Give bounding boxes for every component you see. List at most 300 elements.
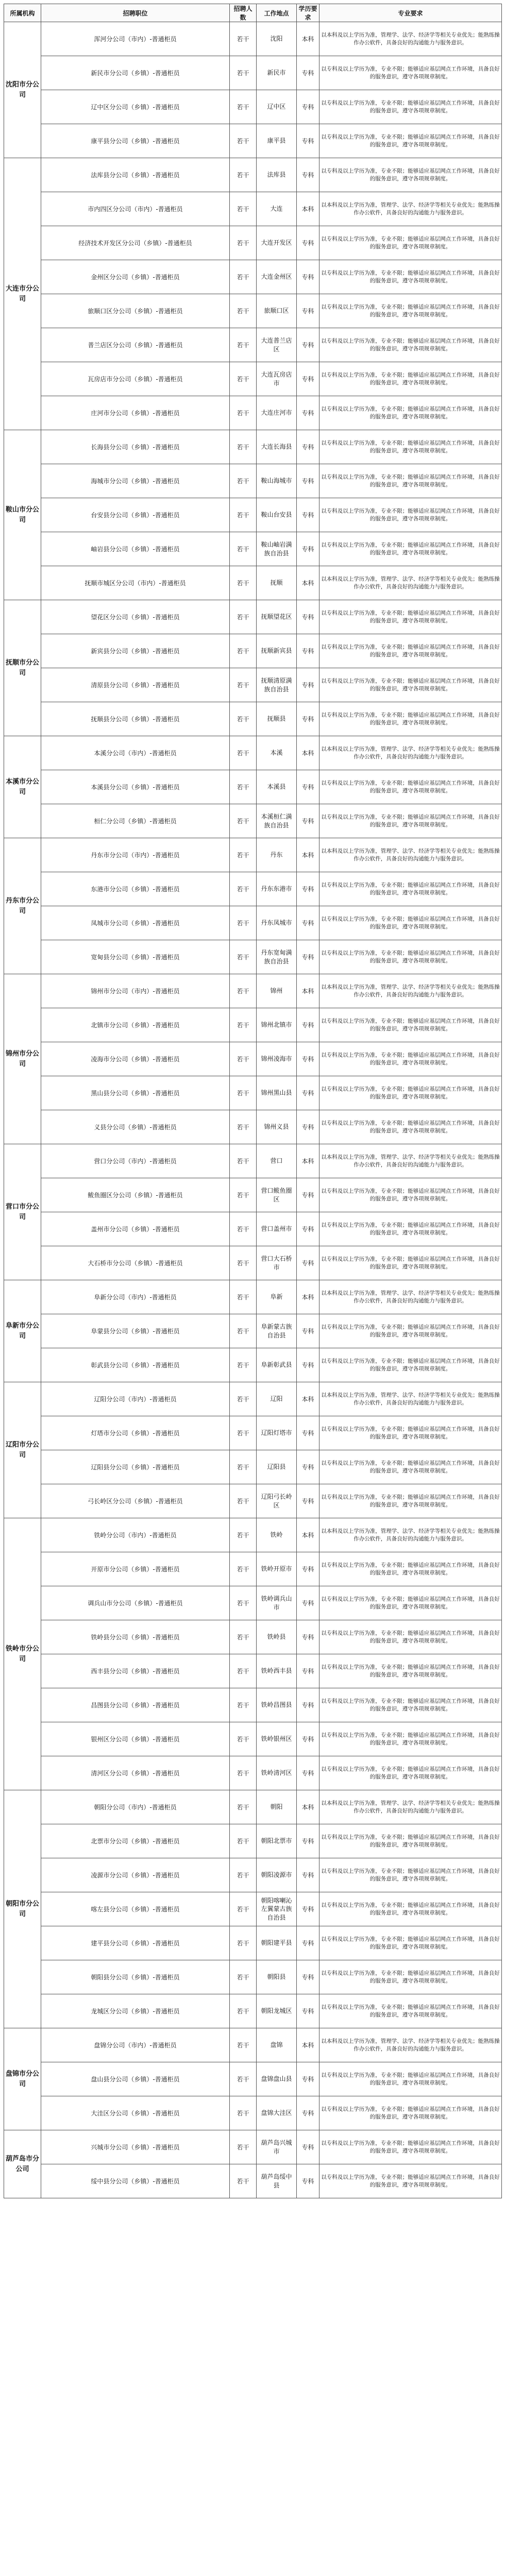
loc-cell: 沈阳 bbox=[257, 22, 297, 56]
dept-cell: 葫芦岛市分公司 bbox=[4, 2130, 41, 2198]
post-cell: 铁岭县分公司（乡镇）-普通柜员 bbox=[41, 1620, 230, 1654]
post-cell: 灯塔市分公司（乡镇）-普通柜员 bbox=[41, 1416, 230, 1450]
table-row bbox=[4, 1076, 502, 1110]
req-cell: 以专科及以上学历为准，专业不限；能够适应基层网点工作环境，具备良好的服务意识，遵守各项规章制度。 bbox=[319, 464, 502, 498]
edu-cell: 专科 bbox=[297, 1688, 319, 1722]
table-row bbox=[4, 1280, 502, 1314]
table-row bbox=[4, 1450, 502, 1484]
post-cell: 弓长岭区分公司（乡镇）-普通柜员 bbox=[41, 1484, 230, 1518]
edu-cell: 专科 bbox=[297, 1858, 319, 1892]
loc-cell: 葫芦岛兴城市 bbox=[257, 2130, 297, 2164]
loc-cell: 大连 bbox=[257, 192, 297, 226]
post-cell: 大石桥市分公司（乡镇）-普通柜员 bbox=[41, 1246, 230, 1280]
num-cell: 若干 bbox=[230, 1858, 257, 1892]
loc-cell: 抚顺县 bbox=[257, 702, 297, 736]
num-cell: 若干 bbox=[230, 1586, 257, 1620]
loc-cell: 丹东凤城市 bbox=[257, 906, 297, 940]
table-row bbox=[4, 1212, 502, 1246]
req-cell: 以专科及以上学历为准，专业不限；能够适应基层网点工作环境，具备良好的服务意识，遵守各项规章制度。 bbox=[319, 1552, 502, 1586]
post-cell: 清原县分公司（乡镇）-普通柜员 bbox=[41, 668, 230, 702]
edu-cell: 专科 bbox=[297, 1824, 319, 1858]
edu-cell: 专科 bbox=[297, 668, 319, 702]
loc-cell: 盘锦大洼区 bbox=[257, 2096, 297, 2130]
req-cell: 以本科及以上学历为准，管理学、法学、经济学等相关专业优先；能熟练操作办公软件，具备良好的沟通能力与服务意识。 bbox=[319, 1382, 502, 1416]
header-dept: 所属机构 bbox=[4, 4, 41, 22]
edu-cell: 本科 bbox=[297, 192, 319, 226]
table-row bbox=[4, 1688, 502, 1722]
post-cell: 昌图县分公司（乡镇）-普通柜员 bbox=[41, 1688, 230, 1722]
edu-cell: 专科 bbox=[297, 1620, 319, 1654]
req-cell: 以专科及以上学历为准，专业不限；能够适应基层网点工作环境，具备良好的服务意识，遵守各项规章制度。 bbox=[319, 2130, 502, 2164]
loc-cell: 铁岭清河区 bbox=[257, 1756, 297, 1790]
loc-cell: 锦州义县 bbox=[257, 1110, 297, 1144]
post-cell: 普兰店区分公司（乡镇）-普通柜员 bbox=[41, 328, 230, 362]
edu-cell: 专科 bbox=[297, 124, 319, 158]
post-cell: 阜新分公司（市内）-普通柜员 bbox=[41, 1280, 230, 1314]
req-cell: 以专科及以上学历为准，专业不限；能够适应基层网点工作环境，具备良好的服务意识，遵守各项规章制度。 bbox=[319, 124, 502, 158]
post-cell: 凌源市分公司（乡镇）-普通柜员 bbox=[41, 1858, 230, 1892]
edu-cell: 专科 bbox=[297, 1926, 319, 1960]
num-cell: 若干 bbox=[230, 56, 257, 90]
edu-cell: 专科 bbox=[297, 1654, 319, 1688]
post-cell: 龙城区分公司（乡镇）-普通柜员 bbox=[41, 1994, 230, 2028]
req-cell: 以专科及以上学历为准，专业不限；能够适应基层网点工作环境，具备良好的服务意识，遵守各项规章制度。 bbox=[319, 2164, 502, 2198]
edu-cell: 专科 bbox=[297, 906, 319, 940]
loc-cell: 朝阳凌源市 bbox=[257, 1858, 297, 1892]
post-cell: 阜蒙县分公司（乡镇）-普通柜员 bbox=[41, 1314, 230, 1348]
req-cell: 以专科及以上学历为准，专业不限；能够适应基层网点工作环境，具备良好的服务意识，遵守各项规章制度。 bbox=[319, 1824, 502, 1858]
edu-cell: 专科 bbox=[297, 396, 319, 430]
req-cell: 以专科及以上学历为准，专业不限；能够适应基层网点工作环境，具备良好的服务意识，遵守各项规章制度。 bbox=[319, 1212, 502, 1246]
loc-cell: 阜新 bbox=[257, 1280, 297, 1314]
loc-cell: 康平县 bbox=[257, 124, 297, 158]
num-cell: 若干 bbox=[230, 498, 257, 532]
post-cell: 盖州市分公司（乡镇）-普通柜员 bbox=[41, 1212, 230, 1246]
loc-cell: 辽中区 bbox=[257, 90, 297, 124]
edu-cell: 专科 bbox=[297, 804, 319, 838]
loc-cell: 丹东宽甸满族自治县 bbox=[257, 940, 297, 974]
header-num: 招聘人数 bbox=[230, 4, 257, 22]
num-cell: 若干 bbox=[230, 1042, 257, 1076]
req-cell: 以本科及以上学历为准，管理学、法学、经济学等相关专业优先；能熟练操作办公软件，具备良好的沟通能力与服务意识。 bbox=[319, 2028, 502, 2062]
table-row bbox=[4, 1144, 502, 1178]
num-cell: 若干 bbox=[230, 872, 257, 906]
req-cell: 以本科及以上学历为准，管理学、法学、经济学等相关专业优先；能熟练操作办公软件，具备良好的沟通能力与服务意识。 bbox=[319, 1518, 502, 1552]
table-row bbox=[4, 1416, 502, 1450]
req-cell: 以专科及以上学历为准，专业不限；能够适应基层网点工作环境，具备良好的服务意识，遵守各项规章制度。 bbox=[319, 1416, 502, 1450]
edu-cell: 专科 bbox=[297, 90, 319, 124]
num-cell: 若干 bbox=[230, 1110, 257, 1144]
loc-cell: 阜新蒙古族自治县 bbox=[257, 1314, 297, 1348]
loc-cell: 锦州凌海市 bbox=[257, 1042, 297, 1076]
table-row bbox=[4, 1756, 502, 1790]
num-cell: 若干 bbox=[230, 940, 257, 974]
table-row bbox=[4, 1314, 502, 1348]
table-row bbox=[4, 1926, 502, 1960]
post-cell: 建平县分公司（乡镇）-普通柜员 bbox=[41, 1926, 230, 1960]
edu-cell: 专科 bbox=[297, 1722, 319, 1756]
num-cell: 若干 bbox=[230, 90, 257, 124]
post-cell: 望花区分公司（乡镇）-普通柜员 bbox=[41, 600, 230, 634]
post-cell: 辽阳县分公司（乡镇）-普通柜员 bbox=[41, 1450, 230, 1484]
dept-cell: 本溪市分公司 bbox=[4, 736, 41, 838]
req-cell: 以专科及以上学历为准，专业不限；能够适应基层网点工作环境，具备良好的服务意识，遵守各项规章制度。 bbox=[319, 2096, 502, 2130]
table-row bbox=[4, 1110, 502, 1144]
table-row bbox=[4, 396, 502, 430]
loc-cell: 抚顺新宾县 bbox=[257, 634, 297, 668]
header-edu: 学历要求 bbox=[297, 4, 319, 22]
req-cell: 以专科及以上学历为准，专业不限；能够适应基层网点工作环境，具备良好的服务意识，遵守各项规章制度。 bbox=[319, 1042, 502, 1076]
table-row bbox=[4, 328, 502, 362]
req-cell: 以专科及以上学历为准，专业不限；能够适应基层网点工作环境，具备良好的服务意识，遵守各项规章制度。 bbox=[319, 1008, 502, 1042]
req-cell: 以本科及以上学历为准，管理学、法学、经济学等相关专业优先；能熟练操作办公软件，具备良好的沟通能力与服务意识。 bbox=[319, 1790, 502, 1824]
post-cell: 营口分公司（市内）-普通柜员 bbox=[41, 1144, 230, 1178]
table-row bbox=[4, 22, 502, 56]
dept-cell: 阜新市分公司 bbox=[4, 1280, 41, 1382]
req-cell: 以专科及以上学历为准，专业不限；能够适应基层网点工作环境，具备良好的服务意识，遵守各项规章制度。 bbox=[319, 430, 502, 464]
post-cell: 新民市分公司（乡镇）-普通柜员 bbox=[41, 56, 230, 90]
post-cell: 宽甸县分公司（乡镇）-普通柜员 bbox=[41, 940, 230, 974]
req-cell: 以专科及以上学历为准，专业不限；能够适应基层网点工作环境，具备良好的服务意识，遵守各项规章制度。 bbox=[319, 1960, 502, 1994]
loc-cell: 营口大石桥市 bbox=[257, 1246, 297, 1280]
post-cell: 岫岩县分公司（乡镇）-普通柜员 bbox=[41, 532, 230, 566]
table-row bbox=[4, 1178, 502, 1212]
table-row bbox=[4, 770, 502, 804]
loc-cell: 大连长海县 bbox=[257, 430, 297, 464]
post-cell: 西丰县分公司（乡镇）-普通柜员 bbox=[41, 1654, 230, 1688]
loc-cell: 本溪 bbox=[257, 736, 297, 770]
table-row bbox=[4, 430, 502, 464]
loc-cell: 铁岭西丰县 bbox=[257, 1654, 297, 1688]
req-cell: 以专科及以上学历为准，专业不限；能够适应基层网点工作环境，具备良好的服务意识，遵守各项规章制度。 bbox=[319, 1926, 502, 1960]
dept-cell: 辽阳市分公司 bbox=[4, 1382, 41, 1518]
dept-cell: 营口市分公司 bbox=[4, 1144, 41, 1280]
edu-cell: 专科 bbox=[297, 226, 319, 260]
loc-cell: 鞍山海城市 bbox=[257, 464, 297, 498]
num-cell: 若干 bbox=[230, 1824, 257, 1858]
post-cell: 辽阳分公司（市内）-普通柜员 bbox=[41, 1382, 230, 1416]
loc-cell: 朝阳县 bbox=[257, 1960, 297, 1994]
edu-cell: 专科 bbox=[297, 294, 319, 328]
req-cell: 以专科及以上学历为准，专业不限；能够适应基层网点工作环境，具备良好的服务意识，遵守各项规章制度。 bbox=[319, 362, 502, 396]
num-cell: 若干 bbox=[230, 430, 257, 464]
num-cell: 若干 bbox=[230, 1178, 257, 1212]
table-row bbox=[4, 736, 502, 770]
post-cell: 海城市分公司（乡镇）-普通柜员 bbox=[41, 464, 230, 498]
num-cell: 若干 bbox=[230, 974, 257, 1008]
table-row bbox=[4, 2164, 502, 2198]
edu-cell: 专科 bbox=[297, 1314, 319, 1348]
dept-cell: 朝阳市分公司 bbox=[4, 1790, 41, 2028]
loc-cell: 锦州北镇市 bbox=[257, 1008, 297, 1042]
edu-cell: 专科 bbox=[297, 600, 319, 634]
req-cell: 以专科及以上学历为准，专业不限；能够适应基层网点工作环境，具备良好的服务意识，遵守各项规章制度。 bbox=[319, 1348, 502, 1382]
table-row bbox=[4, 124, 502, 158]
table-body bbox=[4, 22, 502, 2198]
num-cell: 若干 bbox=[230, 600, 257, 634]
header-req: 专业要求 bbox=[319, 4, 502, 22]
table-row bbox=[4, 906, 502, 940]
num-cell: 若干 bbox=[230, 1008, 257, 1042]
post-cell: 法库县分公司（乡镇）-普通柜员 bbox=[41, 158, 230, 192]
edu-cell: 专科 bbox=[297, 634, 319, 668]
table-row bbox=[4, 158, 502, 192]
table-row bbox=[4, 1382, 502, 1416]
num-cell: 若干 bbox=[230, 1892, 257, 1926]
edu-cell: 专科 bbox=[297, 2096, 319, 2130]
post-cell: 兴城市分公司（乡镇）-普通柜员 bbox=[41, 2130, 230, 2164]
table-row bbox=[4, 226, 502, 260]
edu-cell: 专科 bbox=[297, 1212, 319, 1246]
req-cell: 以本科及以上学历为准，管理学、法学、经济学等相关专业优先；能熟练操作办公软件，具备良好的沟通能力与服务意识。 bbox=[319, 736, 502, 770]
header-loc: 工作地点 bbox=[257, 4, 297, 22]
table-row bbox=[4, 600, 502, 634]
post-cell: 市内四区分公司（市内）-普通柜员 bbox=[41, 192, 230, 226]
dept-cell: 沈阳市分公司 bbox=[4, 22, 41, 158]
num-cell: 若干 bbox=[230, 1552, 257, 1586]
edu-cell: 专科 bbox=[297, 1348, 319, 1382]
loc-cell: 鞍山台安县 bbox=[257, 498, 297, 532]
req-cell: 以专科及以上学历为准，专业不限；能够适应基层网点工作环境，具备良好的服务意识，遵守各项规章制度。 bbox=[319, 260, 502, 294]
num-cell: 若干 bbox=[230, 1348, 257, 1382]
table-row bbox=[4, 498, 502, 532]
loc-cell: 抚顺望花区 bbox=[257, 600, 297, 634]
edu-cell: 专科 bbox=[297, 1416, 319, 1450]
req-cell: 以专科及以上学历为准，专业不限；能够适应基层网点工作环境，具备良好的服务意识，遵守各项规章制度。 bbox=[319, 328, 502, 362]
edu-cell: 专科 bbox=[297, 532, 319, 566]
loc-cell: 朝阳喀喇沁左翼蒙古族自治县 bbox=[257, 1892, 297, 1926]
edu-cell: 专科 bbox=[297, 158, 319, 192]
post-cell: 辽中区分公司（乡镇）-普通柜员 bbox=[41, 90, 230, 124]
table-row bbox=[4, 1790, 502, 1824]
req-cell: 以本科及以上学历为准，管理学、法学、经济学等相关专业优先；能熟练操作办公软件，具备良好的沟通能力与服务意识。 bbox=[319, 838, 502, 872]
req-cell: 以专科及以上学历为准，专业不限；能够适应基层网点工作环境，具备良好的服务意识，遵守各项规章制度。 bbox=[319, 1314, 502, 1348]
edu-cell: 专科 bbox=[297, 1892, 319, 1926]
req-cell: 以专科及以上学历为准，专业不限；能够适应基层网点工作环境，具备良好的服务意识，遵守各项规章制度。 bbox=[319, 1756, 502, 1790]
req-cell: 以专科及以上学历为准，专业不限；能够适应基层网点工作环境，具备良好的服务意识，遵守各项规章制度。 bbox=[319, 294, 502, 328]
num-cell: 若干 bbox=[230, 2164, 257, 2198]
num-cell: 若干 bbox=[230, 1790, 257, 1824]
table-row bbox=[4, 2130, 502, 2164]
loc-cell: 阜新彰武县 bbox=[257, 1348, 297, 1382]
table-row bbox=[4, 1722, 502, 1756]
num-cell: 若干 bbox=[230, 1926, 257, 1960]
req-cell: 以本科及以上学历为准，管理学、法学、经济学等相关专业优先；能熟练操作办公软件，具备良好的沟通能力与服务意识。 bbox=[319, 1144, 502, 1178]
table-row bbox=[4, 532, 502, 566]
loc-cell: 盘锦盘山县 bbox=[257, 2062, 297, 2096]
edu-cell: 本科 bbox=[297, 22, 319, 56]
req-cell: 以专科及以上学历为准，专业不限；能够适应基层网点工作环境，具备良好的服务意识，遵守各项规章制度。 bbox=[319, 1892, 502, 1926]
req-cell: 以专科及以上学历为准，专业不限；能够适应基层网点工作环境，具备良好的服务意识，遵守各项规章制度。 bbox=[319, 1722, 502, 1756]
post-cell: 调兵山市分公司（乡镇）-普通柜员 bbox=[41, 1586, 230, 1620]
post-cell: 凌海市分公司（乡镇）-普通柜员 bbox=[41, 1042, 230, 1076]
edu-cell: 专科 bbox=[297, 872, 319, 906]
loc-cell: 大连金州区 bbox=[257, 260, 297, 294]
loc-cell: 大连瓦房店市 bbox=[257, 362, 297, 396]
table-row bbox=[4, 702, 502, 736]
edu-cell: 专科 bbox=[297, 940, 319, 974]
edu-cell: 本科 bbox=[297, 1518, 319, 1552]
edu-cell: 专科 bbox=[297, 1484, 319, 1518]
req-cell: 以专科及以上学历为准，专业不限；能够适应基层网点工作环境，具备良好的服务意识，遵守各项规章制度。 bbox=[319, 1586, 502, 1620]
dept-cell: 盘锦市分公司 bbox=[4, 2028, 41, 2130]
dept-cell: 大连市分公司 bbox=[4, 158, 41, 430]
table-row bbox=[4, 260, 502, 294]
loc-cell: 辽阳弓长岭区 bbox=[257, 1484, 297, 1518]
table-row bbox=[4, 2028, 502, 2062]
num-cell: 若干 bbox=[230, 2130, 257, 2164]
post-cell: 抚顺市城区分公司（市内）-普通柜员 bbox=[41, 566, 230, 600]
loc-cell: 旅顺口区 bbox=[257, 294, 297, 328]
dept-cell: 鞍山市分公司 bbox=[4, 430, 41, 600]
loc-cell: 辽阳灯塔市 bbox=[257, 1416, 297, 1450]
num-cell: 若干 bbox=[230, 328, 257, 362]
num-cell: 若干 bbox=[230, 1450, 257, 1484]
dept-cell: 铁岭市分公司 bbox=[4, 1518, 41, 1790]
num-cell: 若干 bbox=[230, 668, 257, 702]
req-cell: 以本科及以上学历为准，管理学、法学、经济学等相关专业优先；能熟练操作办公软件，具备良好的沟通能力与服务意识。 bbox=[319, 974, 502, 1008]
table-row bbox=[4, 634, 502, 668]
num-cell: 若干 bbox=[230, 1144, 257, 1178]
post-cell: 义县分公司（乡镇）-普通柜员 bbox=[41, 1110, 230, 1144]
table-row bbox=[4, 668, 502, 702]
post-cell: 本溪分公司（市内）-普通柜员 bbox=[41, 736, 230, 770]
loc-cell: 铁岭县 bbox=[257, 1620, 297, 1654]
num-cell: 若干 bbox=[230, 2062, 257, 2096]
table-row bbox=[4, 90, 502, 124]
req-cell: 以专科及以上学历为准，专业不限；能够适应基层网点工作环境，具备良好的服务意识，遵守各项规章制度。 bbox=[319, 498, 502, 532]
dept-cell: 锦州市分公司 bbox=[4, 974, 41, 1144]
loc-cell: 朝阳北票市 bbox=[257, 1824, 297, 1858]
loc-cell: 铁岭 bbox=[257, 1518, 297, 1552]
loc-cell: 锦州 bbox=[257, 974, 297, 1008]
table-row bbox=[4, 940, 502, 974]
req-cell: 以专科及以上学历为准，专业不限；能够适应基层网点工作环境，具备良好的服务意识，遵守各项规章制度。 bbox=[319, 1246, 502, 1280]
req-cell: 以专科及以上学历为准，专业不限；能够适应基层网点工作环境，具备良好的服务意识，遵守各项规章制度。 bbox=[319, 770, 502, 804]
req-cell: 以专科及以上学历为准，专业不限；能够适应基层网点工作环境，具备良好的服务意识，遵守各项规章制度。 bbox=[319, 668, 502, 702]
num-cell: 若干 bbox=[230, 124, 257, 158]
edu-cell: 本科 bbox=[297, 1382, 319, 1416]
table-row bbox=[4, 1586, 502, 1620]
post-cell: 银州区分公司（乡镇）-普通柜员 bbox=[41, 1722, 230, 1756]
req-cell: 以专科及以上学历为准，专业不限；能够适应基层网点工作环境，具备良好的服务意识，遵守各项规章制度。 bbox=[319, 1994, 502, 2028]
table-row bbox=[4, 1654, 502, 1688]
edu-cell: 专科 bbox=[297, 2062, 319, 2096]
edu-cell: 专科 bbox=[297, 1994, 319, 2028]
num-cell: 若干 bbox=[230, 1484, 257, 1518]
table-row bbox=[4, 838, 502, 872]
post-cell: 锦州市分公司（市内）-普通柜员 bbox=[41, 974, 230, 1008]
num-cell: 若干 bbox=[230, 396, 257, 430]
edu-cell: 专科 bbox=[297, 702, 319, 736]
recruitment-table bbox=[4, 4, 502, 2198]
edu-cell: 专科 bbox=[297, 1586, 319, 1620]
edu-cell: 专科 bbox=[297, 362, 319, 396]
loc-cell: 法库县 bbox=[257, 158, 297, 192]
num-cell: 若干 bbox=[230, 1314, 257, 1348]
req-cell: 以专科及以上学历为准，专业不限；能够适应基层网点工作环境，具备良好的服务意识，遵守各项规章制度。 bbox=[319, 532, 502, 566]
edu-cell: 本科 bbox=[297, 1790, 319, 1824]
num-cell: 若干 bbox=[230, 532, 257, 566]
header-post: 招聘职位 bbox=[41, 4, 230, 22]
edu-cell: 专科 bbox=[297, 260, 319, 294]
loc-cell: 抚顺 bbox=[257, 566, 297, 600]
req-cell: 以专科及以上学历为准，专业不限；能够适应基层网点工作环境，具备良好的服务意识，遵守各项规章制度。 bbox=[319, 906, 502, 940]
table-row bbox=[4, 1960, 502, 1994]
edu-cell: 本科 bbox=[297, 838, 319, 872]
loc-cell: 大连开发区 bbox=[257, 226, 297, 260]
table-header bbox=[4, 4, 502, 22]
edu-cell: 专科 bbox=[297, 1246, 319, 1280]
post-cell: 朝阳分公司（市内）-普通柜员 bbox=[41, 1790, 230, 1824]
loc-cell: 铁岭银州区 bbox=[257, 1722, 297, 1756]
req-cell: 以专科及以上学历为准，专业不限；能够适应基层网点工作环境，具备良好的服务意识，遵守各项规章制度。 bbox=[319, 1450, 502, 1484]
loc-cell: 朝阳建平县 bbox=[257, 1926, 297, 1960]
post-cell: 鲅鱼圈区分公司（乡镇）-普通柜员 bbox=[41, 1178, 230, 1212]
req-cell: 以专科及以上学历为准，专业不限；能够适应基层网点工作环境，具备良好的服务意识，遵守各项规章制度。 bbox=[319, 396, 502, 430]
table-row bbox=[4, 294, 502, 328]
req-cell: 以专科及以上学历为准，专业不限；能够适应基层网点工作环境，具备良好的服务意识，遵守各项规章制度。 bbox=[319, 702, 502, 736]
post-cell: 本溪县分公司（乡镇）-普通柜员 bbox=[41, 770, 230, 804]
table-row bbox=[4, 56, 502, 90]
loc-cell: 葫芦岛绥中县 bbox=[257, 2164, 297, 2198]
edu-cell: 专科 bbox=[297, 1008, 319, 1042]
loc-cell: 营口鲅鱼圈区 bbox=[257, 1178, 297, 1212]
table-row bbox=[4, 1348, 502, 1382]
post-cell: 浑河分公司（市内）-普通柜员 bbox=[41, 22, 230, 56]
loc-cell: 铁岭开原市 bbox=[257, 1552, 297, 1586]
edu-cell: 本科 bbox=[297, 1144, 319, 1178]
req-cell: 以专科及以上学历为准，专业不限；能够适应基层网点工作环境，具备良好的服务意识，遵守各项规章制度。 bbox=[319, 226, 502, 260]
req-cell: 以本科及以上学历为准，管理学、法学、经济学等相关专业优先；能熟练操作办公软件，具备良好的沟通能力与服务意识。 bbox=[319, 566, 502, 600]
post-cell: 盘锦分公司（市内）-普通柜员 bbox=[41, 2028, 230, 2062]
post-cell: 铁岭分公司（市内）-普通柜员 bbox=[41, 1518, 230, 1552]
loc-cell: 朝阳 bbox=[257, 1790, 297, 1824]
post-cell: 瓦房店市分公司（乡镇）-普通柜员 bbox=[41, 362, 230, 396]
num-cell: 若干 bbox=[230, 1722, 257, 1756]
recruitment-document bbox=[4, 4, 501, 2198]
num-cell: 若干 bbox=[230, 294, 257, 328]
post-cell: 凤城市分公司（乡镇）-普通柜员 bbox=[41, 906, 230, 940]
req-cell: 以专科及以上学历为准，专业不限；能够适应基层网点工作环境，具备良好的服务意识，遵守各项规章制度。 bbox=[319, 600, 502, 634]
req-cell: 以专科及以上学历为准，专业不限；能够适应基层网点工作环境，具备良好的服务意识，遵守各项规章制度。 bbox=[319, 1484, 502, 1518]
edu-cell: 专科 bbox=[297, 2130, 319, 2164]
loc-cell: 辽阳 bbox=[257, 1382, 297, 1416]
post-cell: 抚顺县分公司（乡镇）-普通柜员 bbox=[41, 702, 230, 736]
num-cell: 若干 bbox=[230, 702, 257, 736]
post-cell: 金州区分公司（乡镇）-普通柜员 bbox=[41, 260, 230, 294]
req-cell: 以本科及以上学历为准，管理学、法学、经济学等相关专业优先；能熟练操作办公软件，具备良好的沟通能力与服务意识。 bbox=[319, 192, 502, 226]
post-cell: 新宾县分公司（乡镇）-普通柜员 bbox=[41, 634, 230, 668]
edu-cell: 专科 bbox=[297, 2164, 319, 2198]
loc-cell: 铁岭昌图县 bbox=[257, 1688, 297, 1722]
loc-cell: 本溪县 bbox=[257, 770, 297, 804]
num-cell: 若干 bbox=[230, 838, 257, 872]
num-cell: 若干 bbox=[230, 2096, 257, 2130]
req-cell: 以专科及以上学历为准，专业不限；能够适应基层网点工作环境，具备良好的服务意识，遵守各项规章制度。 bbox=[319, 1858, 502, 1892]
num-cell: 若干 bbox=[230, 1654, 257, 1688]
num-cell: 若干 bbox=[230, 1416, 257, 1450]
edu-cell: 专科 bbox=[297, 1960, 319, 1994]
table-row bbox=[4, 362, 502, 396]
table-row bbox=[4, 1484, 502, 1518]
table-row bbox=[4, 1518, 502, 1552]
req-cell: 以专科及以上学历为准，专业不限；能够适应基层网点工作环境，具备良好的服务意识，遵守各项规章制度。 bbox=[319, 158, 502, 192]
edu-cell: 专科 bbox=[297, 498, 319, 532]
table-row bbox=[4, 804, 502, 838]
loc-cell: 营口 bbox=[257, 1144, 297, 1178]
loc-cell: 铁岭调兵山市 bbox=[257, 1586, 297, 1620]
